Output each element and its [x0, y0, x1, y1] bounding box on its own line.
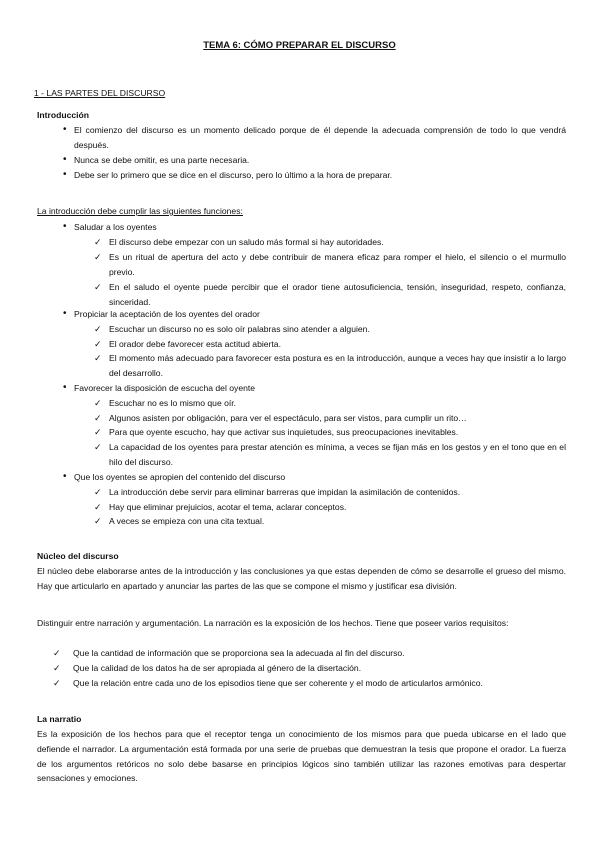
- checkmark-icon: ✓: [94, 282, 102, 292]
- check-item: El discurso debe empezar con un saludo más formal si hay autoridades.: [109, 237, 384, 247]
- check-item: Que la relación entre cada uno de los episodios tiene que ser coherente y el modo de articularlos armónico.: [73, 678, 483, 688]
- check-item: El orador debe favorecer esta actitud abierta.: [109, 339, 281, 349]
- check-item: La introducción debe servir para eliminar barreras que impidan la asimilación de contenidos.: [109, 487, 461, 497]
- checkmark-icon: ✓: [53, 663, 61, 673]
- function-aceptacion: Propiciar la aceptación de los oyentes del orador: [74, 309, 260, 319]
- nucleo-paragraph-1: El núcleo debe elaborarse antes de la introducción y las conclusiones ya que estas dependen de cómo se desarrolle el grueso del mismo. Hay que articularlo en apartado y anunciar las partes de las que se compone el mismo y justificar esa división.: [37, 566, 566, 591]
- nucleo-heading: Núcleo del discurso: [37, 551, 119, 561]
- check-item: En el saludo el oyente puede percibir que el orador tiene autosuficiencia, tensión, inseguridad, respeto, confianza, sinceridad.: [109, 282, 566, 307]
- checkmark-icon: ✓: [94, 353, 102, 363]
- check-item: Hay que eliminar prejuicios, acotar el tema, aclarar conceptos.: [109, 502, 347, 512]
- checkmark-icon: ✓: [94, 442, 102, 452]
- check-item: Algunos asisten por obligación, para ver el espectáculo, para ser vistos, para cumplir un rito…: [109, 413, 467, 423]
- functions-heading: La introducción debe cumplir las siguientes funciones:: [37, 206, 243, 216]
- function-apropiacion: Que los oyentes se apropien del contenido del discurso: [74, 472, 286, 482]
- intro-heading: Introducción: [37, 110, 90, 120]
- checkmark-icon: ✓: [53, 678, 61, 688]
- check-item: A veces se empieza con una cita textual.: [109, 516, 265, 526]
- checkmark-icon: ✓: [94, 398, 102, 408]
- page-title: TEMA 6: CÓMO PREPARAR EL DISCURSO: [203, 40, 396, 51]
- checkmark-icon: ✓: [94, 516, 102, 526]
- bullet-dot-icon: •: [63, 382, 67, 393]
- bullet-dot-icon: •: [63, 154, 67, 165]
- bullet-dot-icon: •: [63, 169, 67, 180]
- intro-bullet-2: Nunca se debe omitir, es una parte necesaria.: [74, 155, 250, 165]
- check-item: Escuchar no es lo mismo que oír.: [109, 398, 237, 408]
- function-escucha: Favorecer la disposición de escucha del oyente: [74, 383, 256, 393]
- checkmark-icon: ✓: [94, 427, 102, 437]
- checkmark-icon: ✓: [94, 339, 102, 349]
- check-item: Que la cantidad de información que se proporciona sea la adecuada al fin del discurso.: [73, 648, 405, 658]
- check-item: Es un ritual de apertura del acto y debe contribuir de manera eficaz para romper el hielo, el silencio o el murmullo previo.: [109, 252, 566, 277]
- check-item: Escuchar un discurso no es solo oír palabras sino atender a alguien.: [109, 324, 370, 334]
- function-saludar: Saludar a los oyentes: [74, 222, 157, 232]
- bullet-dot-icon: •: [63, 124, 67, 135]
- check-item: Que la calidad de los datos ha de ser apropiada al género de la disertación.: [73, 663, 362, 673]
- check-item: El momento más adecuado para favorecer esta postura es en la introducción, aunque a veces hay que insistir a lo largo del desarrollo.: [109, 353, 566, 378]
- check-item: La capacidad de los oyentes para prestar atención es mínima, a veces se fijan más en los gestos y en el tono que en el hilo del discurso.: [109, 442, 566, 467]
- checkmark-icon: ✓: [94, 502, 102, 512]
- bullet-dot-icon: •: [63, 221, 67, 232]
- checkmark-icon: ✓: [94, 413, 102, 423]
- section-heading: 1 - LAS PARTES DEL DISCURSO: [34, 88, 166, 98]
- bullet-dot-icon: •: [63, 308, 67, 319]
- intro-bullet-1: El comienzo del discurso es un momento delicado porque de él depende la adecuada comprensión de todo lo que vendrá después.: [74, 125, 566, 150]
- check-item: Para que oyente escucho, hay que activar sus inquietudes, sus preocupaciones inevitables.: [109, 427, 459, 437]
- bullet-dot-icon: •: [63, 471, 67, 482]
- checkmark-icon: ✓: [53, 648, 61, 658]
- narratio-paragraph: Es la exposición de los hechos para que el receptor tenga un conocimiento de los mismos para que pueda ubicarse en el lado que defiende el narrador. La argumentación está formada por una serie de pruebas que demuestran la tesis que propone el orador. La fuerza de los argumentos retóricos no solo debe basarse en principios lógicos sino también utilizar las razones emotivas para despertar sensaciones y emociones.: [37, 729, 566, 784]
- checkmark-icon: ✓: [94, 487, 102, 497]
- checkmark-icon: ✓: [94, 324, 102, 334]
- checkmark-icon: ✓: [94, 237, 102, 247]
- intro-bullet-3: Debe ser lo primero que se dice en el discurso, pero lo último a la hora de preparar.: [74, 170, 393, 180]
- nucleo-paragraph-2: Distinguir entre narración y argumentación. La narración es la exposición de los hechos. Tiene que poseer varios requisitos:: [37, 618, 509, 628]
- narratio-heading: La narratio: [37, 714, 82, 724]
- checkmark-icon: ✓: [94, 252, 102, 262]
